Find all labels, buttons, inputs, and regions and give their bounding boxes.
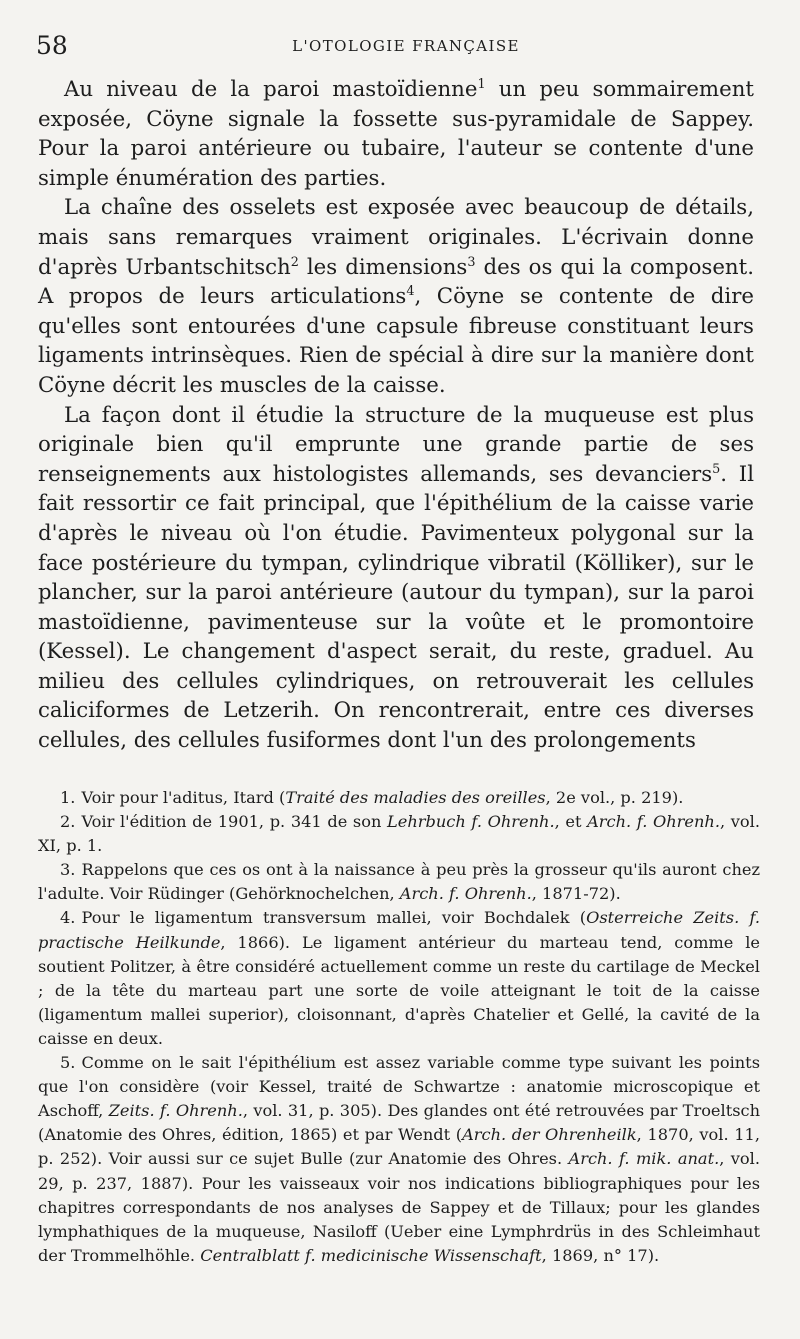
text-run: La façon dont il étudie la structure de la muqueuse est plus originale bien qu'il emprunte une grande partie de ses renseignements aux histologistes allemands, ses devanciers — [38, 402, 754, 487]
italic-title: Lehrbuch f. Ohrenh. — [387, 812, 555, 832]
footnote-ref: 5 — [712, 461, 721, 477]
italic-title: Osterreiche Zeits. f. practische Heilkunde — [38, 908, 761, 952]
footnote-ref: 4 — [406, 284, 415, 300]
italic-title: Arch. f. Ohrenh. — [587, 812, 720, 832]
paragraph — [38, 401, 754, 756]
footnote-number: 2. — [60, 812, 76, 832]
italic-title: Arch. f. Ohrenh. — [399, 884, 532, 904]
running-head: L'OTOLOGIE FRANÇAISE — [292, 37, 520, 55]
italic-title: Arch. der Ohrenheilk — [462, 1125, 637, 1145]
main-text — [38, 75, 754, 756]
footnote-number: 4. — [60, 908, 76, 928]
footnote-number: 1. — [60, 788, 76, 807]
text-run: des os qui la composent. A propos de leurs articulations — [38, 254, 754, 310]
footnote-number: 5. — [60, 1053, 76, 1073]
footnote — [38, 906, 760, 1051]
text-run: , vol. 31, p. 305). Des glandes ont été retrouvées par Troeltsch (Anatomie des Ohres, édition, 1865) et par Wendt ( — [38, 1101, 760, 1145]
footnote-ref: 3 — [467, 254, 476, 270]
text-run: Au niveau de la paroi mastoïdienne — [64, 77, 478, 102]
text-run: , et — [554, 812, 588, 832]
text-run: , 1869, n° 17). — [541, 1245, 660, 1265]
footnote — [38, 858, 760, 906]
footnote — [38, 1051, 760, 1268]
text-run: , 1870, vol. 11, p. 252). Voir aussi sur ce sujet Bulle (zur Anatomie des Ohres. — [38, 1125, 760, 1169]
footnote-ref: 2 — [290, 254, 299, 270]
text-run: La chaîne des osselets est exposée avec beaucoup de détails, mais sans remarques vraiment originales. L'écrivain donne d'après Urbantschitsch — [38, 195, 754, 280]
page-header — [36, 30, 756, 62]
text-run: , 1866). Le ligament antérieur du marteau tend, comme le soutient Politzer, à être considéré actuellement comme un reste du cartilage de Meckel ; de la tête du marteau part une sorte de voile atteignant le toit de la caisse (ligamentum mallei superior), cloisonnant, d'après Chatelier et Gellé, la cavité de la caisse en deux. — [38, 932, 760, 1048]
text-run: , Cöyne se contente de dire qu'elles sont entourées d'une capsule fibreuse constituant leurs ligaments intrinsèques. Rien de spécial à dire sur la manière dont Cöyne décrit les muscles de la caisse. — [38, 284, 754, 398]
text-run: Comme on le sait l'épithélium est assez variable comme type suivant les points que l'on considère (voir Kessel, traité de Schwartze : anatomie microscopique et Aschoff, — [38, 1053, 760, 1121]
text-run: Pour le ligamentum transversum mallei, voir Bochdalek ( — [81, 908, 587, 928]
italic-title: Arch. f. mik. anat. — [568, 1149, 720, 1169]
italic-title: Zeits. f. Ohrenh. — [108, 1101, 243, 1121]
page-number: 58 — [36, 31, 68, 60]
italic-title: Traité des maladies des oreilles — [285, 788, 546, 807]
text-run: Rappelons que ces os ont à la naissance à peu près la grosseur qu'ils auront chez l'adulte. Voir Rüdinger (Gehörknochelchen, — [38, 860, 760, 904]
footnotes — [38, 786, 760, 1268]
footnote — [38, 810, 760, 858]
paragraph — [38, 193, 754, 400]
text-run: , vol. XI, p. 1. — [38, 812, 760, 856]
footnote-number: 3. — [60, 860, 76, 880]
text-run: un peu sommairement exposée, Cöyne signale la fossette sus-pyramidale de Sappey. Pour la paroi antérieure ou tubaire, l'auteur se contente d'une simple énumération des parties. — [38, 77, 754, 191]
text-run: . Il fait ressortir ce fait principal, que l'épithélium de la caisse varie d'après le niveau où l'on étudie. Pavimenteux polygonal sur la face postérieure du tympan, cylindrique vibratil (Kölliker), sur le plancher, sur la paroi antérieure (autour du tympan), sur la paroi mastoïdienne, pavimenteuse sur la voûte et le promontoire (Kessel). Le changement d'aspect serait, du reste, graduel. Au milieu des cellules cylindriques, on retrouverait les cellules caliciformes de Letzerih. On rencontrerait, entre ces diverses cellules, des cellules fusiformes dont l'un des prolongements — [38, 461, 755, 754]
text-run: , 1871-72). — [531, 884, 621, 904]
text-run: Voir l'édition de 1901, p. 341 de son — [81, 812, 388, 832]
footnote-ref: 1 — [477, 76, 486, 92]
text-run: , 2e vol., p. 219). — [545, 788, 684, 807]
text-run: les dimensions — [298, 254, 468, 280]
text-run: Voir pour l'aditus, Itard ( — [81, 788, 286, 807]
footnote — [38, 786, 760, 810]
text-run: , vol. 29, p. 237, 1887). Pour les vaisseaux voir nos indications bibliographiques pour les chapitres correspondants de nos analyses de Sappey et de Tillaux; pour les glandes lymphathiques de la muqueuse, Nasiloff (Ueber eine Lymphrdrüs in des Schleimhaut der Trommelhöhle. — [38, 1149, 760, 1265]
italic-title: Centralblatt f. medicinische Wissenschaft — [200, 1245, 542, 1265]
paragraph — [38, 75, 754, 193]
